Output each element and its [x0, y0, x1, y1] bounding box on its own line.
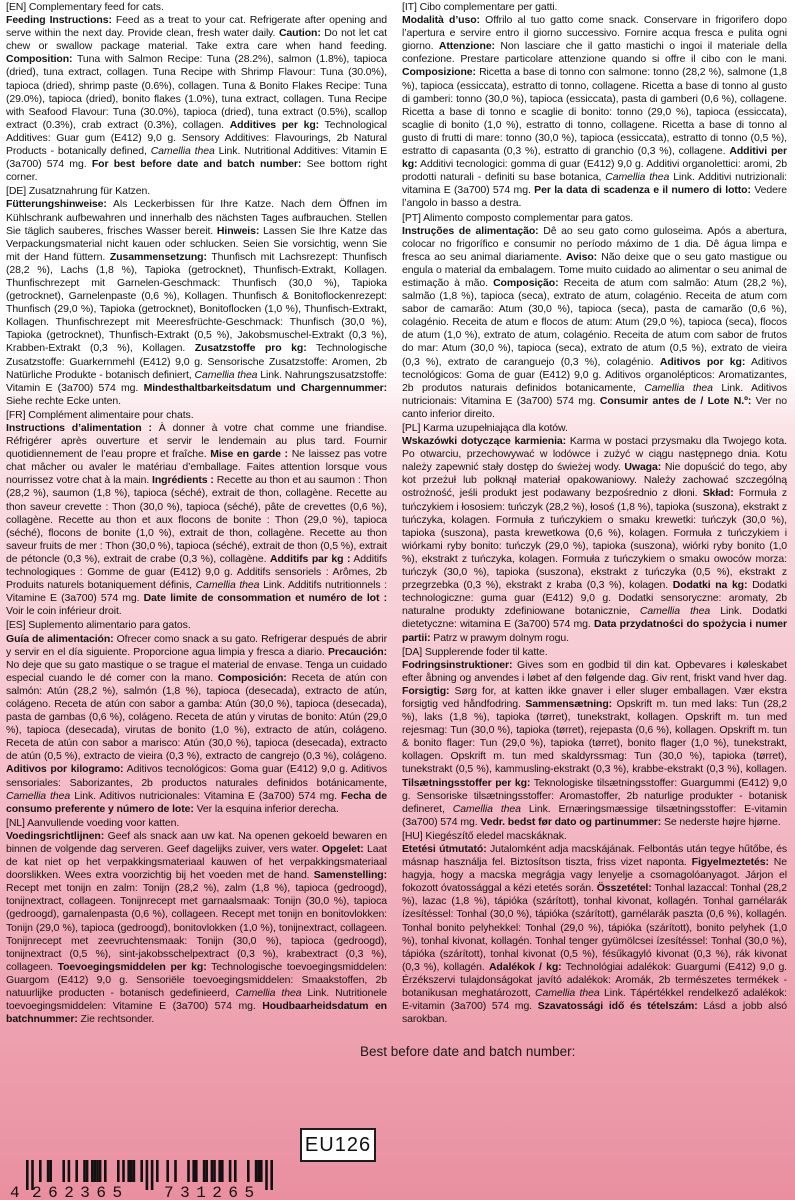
bold-heading: Hinweis:: [216, 224, 260, 237]
body-text: Dê ao seu gato como guloseima. Após a abertura, colocar no frigorífico e consumir no período máximo de 1 dia. Dê água limpa e fresca ao seu animal diariamente.: [402, 224, 787, 263]
section-en: [6, 1, 387, 184]
body-text: Additifs technologiques : Gomme de guar (E412) 9,0 g. Additifs sensoriels : Arômes, 2b Produits naturels botaniquement définis,: [6, 552, 387, 592]
barcode-bar: [174, 1160, 177, 1182]
italic-term: Camellia thea: [639, 605, 711, 618]
barcode-bar: [91, 1160, 94, 1182]
body-text: Link. Additivi nutrizionali: vitamina E (3a700) 574 mg.: [402, 171, 787, 197]
body-text: Feed as a treat to your cat. Refrigerate after opening and serve within the next day. Provide clean, fresh water daily.: [6, 14, 388, 40]
barcode-bar: [94, 1160, 97, 1182]
body-text: Thunfisch mit Lachsrezept: Thunfisch (28,2 %), Lachs (1,8 %), Tapioka (getrocknet), Thunfisch-Extrakt, Kollagen. Thunfischrezept mit Garnelen-Geschmack: Thunfisch (30,0 %), Tapioka (getrocknet), Garnelenpaste (0,6 %), Kollagen. Thunfisch & Bonitoflockenrezept: Thunfisch (29,0 %), Tapioka (getrocknet), Bonitoflocken (1,0 %), Thunfisch-Extrakt, Kollagen. Thunfischrezept mit Meeresfrüchte-Geschmack: Thunfisch (30,0 %), Tapioka (getrocknet), Thunfisch-Extrakt (0,5 %), Jakobsmuschel-Extrakt (0,3 %), Krabben-Extrakt (0,3 %), Kollagen.: [6, 250, 387, 355]
barcode-bar: [211, 1160, 214, 1182]
barcode-bar: [195, 1160, 198, 1182]
barcode-bar: [83, 1160, 86, 1182]
section-title: Zusatznahrung für Katzen.: [26, 185, 151, 198]
bold-heading: Additivi per kg:: [402, 145, 788, 171]
section-title: Suplemento alimentario para gatos.: [25, 619, 191, 632]
barcode-bar: [270, 1160, 273, 1190]
bold-heading: Mise en garde :: [210, 448, 288, 461]
section-pl: [402, 422, 787, 645]
body-text: Não deixe que o seu gato mastigue ou engula o material da embalagem. Tome muito cuidado ao alimentar o seu animal de estimação à mão.: [402, 250, 787, 289]
barcode-bar: [260, 1160, 263, 1182]
body-text: À donner à votre chat comme une friandise. Réfrigérer après ouverture et servir le lendemain au plus tard. Fournir quotidiennement de l’eau propre et fraîche.: [6, 422, 387, 461]
italic-term: Camellia thea: [194, 368, 258, 381]
language-code: [DA]: [402, 645, 423, 658]
body-text: Link. Additifs nutritionnels : Vitamine E (3a700) 574 mg.: [6, 579, 387, 605]
italic-term: Camellia thea: [535, 987, 600, 1000]
section-header: [402, 212, 787, 225]
barcode-bar: [151, 1160, 154, 1190]
bold-heading: Modalità d’uso:: [402, 14, 480, 27]
body-text: Technologische toevoegingsmiddelen: Guargom (E412) 9,0 g. Sensoriële toevoegingsmiddelen: Smaakstoffen, 2b natuurlijke producten - botanisch gedefinieerd,: [6, 960, 387, 1000]
italic-term: Camellia thea: [6, 789, 71, 802]
barcode-bar: [62, 1160, 65, 1182]
barcode-bar: [49, 1160, 52, 1182]
body-text: Recept met tonijn en zalm: Tonijn (28,2 %), zalm (1,8 %), tapioca (gedroogd), tonijnextract, collageen. Tonijnrecept met garnaalsmaak: Tonijn (30,0 %), tapioca (gedroogd), garnalenpasta (0,6 %), collageen. Recept met tonijn en bonitovlokken: Tonijn (29,0 %), tapioca (gedroogd), bonitovlokken (1,0 %), tonijnextract, collageen. Tonijnrecept met zeevruchtensmaak: Tonijn (30,0 %), tapioca (gedroogd), tonijnextract (0,5 %), sint-jakobsschelpextract (0,3 %), krabextract (0,3 %), collageen.: [6, 882, 387, 973]
barcode-bar: [205, 1160, 208, 1182]
body-text: Ver la esquina inferior derecha.: [193, 802, 339, 815]
bold-heading: Tilsætningsstoffer per kg:: [402, 776, 531, 789]
body-text: Aditivos tecnológicos: Goma guar (E412) 9,0 g. Aditivos sensoriales: Saborizantes, 2b productos naturales definidos botánicamente,: [6, 763, 387, 789]
body-text: Lassen Sie Ihre Katze das Verpackungsmaterial nicht kauen oder schlucken. Seien Sie vorsichtig, wenn Sie mit der Hand füttern.: [6, 224, 387, 263]
body-text: Link. Aditivos nutricionales: Vitamina E (3a700) 574 mg.: [70, 789, 342, 802]
bold-heading: Skład:: [702, 487, 734, 500]
barcode-bar: [47, 1160, 50, 1182]
section-header: [6, 185, 387, 198]
section-body: [402, 843, 787, 1026]
section-header: [402, 1, 787, 14]
section-da: [402, 646, 787, 829]
body-text: Link. Aditivos nutricionais: Vitamina E (3a700) 574 mg.: [402, 381, 787, 407]
italic-term: Camellia thea: [195, 579, 260, 592]
barcode-bar: [75, 1160, 78, 1182]
barcode-bar: [213, 1160, 216, 1182]
body-text: Voir le coin inférieur droit.: [6, 605, 122, 618]
section-body: [6, 422, 387, 618]
bold-heading: Összetétel:: [596, 882, 652, 895]
section-title: Supplerende foder til katte.: [422, 645, 548, 658]
body-text: Ofrecer como snack a su gato. Refrigerar después de abrir y servir en el día siguiente. Proporcione agua limpia y fresca a diario.: [6, 632, 387, 658]
barcode-left-digits: 262365: [32, 1184, 129, 1200]
language-code: [DE]: [6, 185, 27, 198]
barcode-bar: [229, 1160, 232, 1182]
section-es: [6, 619, 387, 815]
bold-heading: Zusammensetzung:: [109, 250, 207, 263]
barcode-bar: [117, 1160, 120, 1182]
bold-heading: Etetési útmutató:: [402, 843, 487, 855]
barcode-bar: [26, 1160, 29, 1190]
barcode-bar: [203, 1160, 206, 1182]
body-text: Link. Nutritional Additives: Vitamin E (3a700) 574 mg.: [6, 145, 387, 171]
bold-heading: Additifs par kg :: [270, 552, 351, 565]
section-header: [6, 409, 387, 422]
body-text: Link. Ernæringsmæssige tilsætningsstoffer: E-vitamin (3a700) 574 mg.: [402, 802, 787, 828]
body-text: Formuła z tuńczykiem i łososiem: tuńczyk (28,2 %), łosoś (1,8 %), tapioka (suszona), ekstrakt z tuńczyka, kolagen. Formuła z tuńczykiem o smaku krewetki: tuńczyk (30,0 %), tapioka (suszona), pasta krewetkowa (0,6 %), kolagen. Formuła z tuńczykiem i wiórkami ryby bonito: tuńczyk (29,0 %), tapioka (suszona), wiórki ryby bonito (1,0 %), ekstrakt z tuńczyka, kolagen. Formuła z tuńczykiem o smaku owoców morza: tuńczyk (30,0 %), tapioka (suszona), ekstrakt z tuńczyka (0,5 %), ekstrakt z przegrzebka (0,3 %), ekstrakt z kraba (0,3 %), kolagen.: [402, 487, 788, 592]
bold-heading: Attenzione:: [438, 40, 495, 53]
body-text: Offrilo al tuo gatto come snack. Conservare in frigorifero dopo l’apertura e servire entro il giorno successivo. Fornire acqua fresca e pulita ogni giorno.: [402, 14, 787, 53]
barcode-bar: [140, 1160, 143, 1182]
bold-heading: Guía de alimentación:: [6, 632, 114, 645]
body-text: Se nederste højre hjørne.: [661, 815, 781, 828]
barcode-bar: [255, 1160, 258, 1182]
barcode-bar: [146, 1160, 149, 1190]
section-nl: [6, 817, 387, 1027]
bold-heading: Date limite de consommation et numéro de lot :: [143, 592, 387, 605]
body-text: Ne hagyja, hogy a macska megrágja vagy lenyelje a csomagolóanyagot. Járjon el fokozott óvatossággal a kézi etetés során.: [402, 856, 787, 895]
section-body: [6, 198, 387, 408]
barcode: [0, 1160, 795, 1200]
body-text: Recette au thon et au saumon : Thon (28,2 %), saumon (1,8 %), tapioca (séché), extrait de thon, collagène. Recette au thon saveur crevette : Thon (30,0 %), tapioca (séché), pâte de crevettes (0,6 %), collagène. Recette au thon et aux flocons de bonite : Thon (29,0 %), tapioca (séché), flocons de bonite (1,0 %), extrait de thon, collagène. Recette au thon saveur fruits de mer : Thon (30,0 %), tapioca (séché), extrait de thon (0,5 %), extrait de pétoncle (0,3 %), extrait de crabe (0,3 %), collagène.: [6, 474, 387, 565]
section-header: [402, 646, 787, 659]
bold-heading: Wskazówki dotyczące karmienia:: [402, 435, 567, 448]
body-text: Receta de atún con salmón: Atún (28,2 %), salmón (1,8 %), tapioca (desecada), extracto de atún, colágeno. Receta de atún con sabor a gamba: Atún (30,0 %), tapioca (desecada), pasta de gambas (0,6 %), colágeno. Receta de atún y virutas de bonito: Atún (29,0 %), tapioca (desecada), virutas de bonito (1,0 %), extracto de atún, colágeno. Receta de atún con sabor a marisco: Atún (30,0 %), tapioca (desecada), extracto de atún (0,5 %), extracto de vieira (0,3 %), extracto de cangrejo (0,3 %), colágeno.: [6, 671, 387, 763]
body-text: Lásd a jobb alsó sarokban.: [402, 1000, 787, 1026]
body-text: Gives som en godbid til din kat. Opbevares i køleskabet efter åbning og anvendes i løbet af den følgende dag. Giv rent, friskt vand hver dag.: [402, 658, 787, 684]
bold-heading: Mindesthaltbarkeitsdatum und Chargennummer:: [143, 381, 387, 394]
bold-heading: Zusatzstoffe pro kg:: [194, 342, 307, 355]
barcode-bar: [133, 1160, 136, 1182]
bold-heading: Per la data di scadenza e il numero di lotto:: [534, 184, 751, 197]
section-title: Alimento composto complementar para gatos.: [420, 211, 634, 224]
section-body: [402, 659, 787, 829]
bold-heading: Instruções de alimentação:: [402, 224, 539, 237]
body-text: Tonhal lazaccal: Tonhal (28,2 %), lazac (1,8 %), tápióka (szárított), tonhal kivonat, kollagén. Tonhal garnélarák ízesítéssel: Tonhal (30,0 %), tápióka (szárított), garnélarák paszta (0,6 %), kollagén. Tonhal bonito pelyhekkel: Tonhal (29,0 %), tápióka (szárított), bonito pelyhek (1,0 %), tonhal kivonat, kollagén. Tonhal tenger gyümölcsei ízesítéssel: Tonhal (30,0 %), tápióka (szárított), tonhal kivonat (0,5 %), fésűkagyló kivonat (0,3 %), rák kivonat (0,3 %), kollagén.: [402, 882, 787, 973]
body-text: Link. Nahrungszusatzstoffe: Vitamin E (3a700) 574 mg.: [6, 368, 387, 394]
body-text: Dodatki technologiczne: guma guar (E412) 9,0 g. Dodatki sensoryczne: aromaty, 2b naturalne produkty zdefiniowane botanicznie,: [402, 579, 787, 618]
section-body: [6, 830, 387, 1026]
language-code: [ES]: [6, 619, 26, 632]
bold-heading: Opgelet:: [321, 843, 364, 855]
body-text: Non lasciare che il gatto mastichi o ingoi il materiale della confezione. Prestare particolare attenzione quando si offre il cibo con le mani.: [402, 40, 787, 66]
section-title: Karma uzupełniająca dla kotów.: [420, 422, 568, 434]
body-text: Zie rechtsonder.: [77, 1013, 155, 1026]
language-code: [PL]: [402, 422, 421, 434]
language-code: [EN]: [6, 1, 27, 13]
section-header: [6, 619, 387, 632]
bold-heading: Composición:: [217, 671, 287, 684]
language-code: [NL]: [6, 816, 25, 829]
section-title: Cibo complementare per gatti.: [416, 1, 558, 13]
barcode-bar: [122, 1160, 125, 1182]
section-body: [402, 225, 787, 421]
body-text: Nie dopuścić do tego, aby kot przeżuł lub połknął materiał opakowaniowy. Należy zachować szczególną ostrożność, jeśli produkt jest podawany bezpośrednio z dłoni.: [402, 461, 787, 500]
barcode-bar: [187, 1160, 190, 1182]
barcode-lead-digit: 4: [10, 1184, 20, 1200]
bold-heading: Adalékok / kg:: [488, 960, 562, 973]
section-hu: [402, 830, 787, 1026]
body-text: Als Leckerbissen für Ihre Katze. Nach dem Öffnen im Kühlschrank aufbewahren und innerhalb des nächsten Tages aufbrauchen. Stellen Sie täglich sauberes, frisches Wasser bereit.: [6, 198, 387, 237]
bold-heading: Feeding Instructions:: [6, 14, 112, 27]
section-body: [402, 435, 787, 645]
barcode-bar: [104, 1160, 107, 1182]
bold-heading: Data przydatności do spożycia i numer partii:: [402, 618, 787, 644]
bold-heading: For best before date and batch number:: [91, 158, 302, 171]
barcode-bar: [127, 1160, 130, 1182]
bold-heading: Fodringsinstruktioner:: [402, 658, 513, 671]
body-text: Siehe rechte Ecke unten.: [6, 394, 121, 407]
body-text: Sørg for, at katten ikke gnaver i eller sluger emballagen. Vær ekstra forsigtig ved håndfodring.: [402, 684, 787, 710]
bold-heading: Samenstelling:: [313, 869, 387, 882]
body-text: Receita de atum com salmão: Atum (28,2 %), salmão (1,8 %), tapioca (seca), extrato de atum, colagénio. Receita de atum com sabor de camarão: Atum (30,0 %), tapioca (seca), pasta de camarão (0,6 %), colagénio. Receita de atum e flocos de atum: Atum (29,0 %), tapioca (seca), flocos de atum (1,0 %), extrato de atum, colagénio. Receita de atum com sabor de frutos do mar: Atum (30,0 %), tapioca (seca), extrato de atum (0,5 %), extrato de vieira (0,3 %), extrato de caranguejo (0,3 %), colagénio.: [402, 276, 787, 368]
body-text: See bottom right corner.: [6, 158, 388, 184]
bold-heading: Figyelmeztetés:: [691, 856, 769, 869]
bold-heading: Precaución:: [327, 645, 387, 658]
bold-heading: Uwaga:: [624, 461, 662, 474]
bold-heading: Szavatossági idő és tételszám:: [537, 1000, 698, 1013]
body-text: Karma w postaci przysmaku dla Twojego kota. Po otwarciu, przechowywać w lodówce i zużyć w ciągu następnego dnia. Kotu należy zapewnić stały dostęp do świeżej wody.: [402, 435, 787, 474]
barcode-bar: [192, 1160, 195, 1182]
section-title: Complément alimentaire pour chats.: [25, 408, 194, 421]
italic-term: Camellia thea: [644, 381, 713, 394]
section-title: Complementary feed for cats.: [26, 1, 164, 13]
bold-heading: Caution:: [278, 27, 321, 40]
section-it: [402, 1, 787, 211]
bold-heading: Aviso:: [565, 250, 598, 263]
section-de: [6, 185, 387, 408]
bold-heading: Fecha de consumo preferente y número de lote:: [6, 789, 387, 815]
barcode-bar: [247, 1160, 250, 1182]
section-body: [402, 14, 787, 210]
section-header: [402, 830, 787, 843]
section-fr: [6, 409, 387, 619]
section-title: Kiegészítő eledel macskáknak.: [422, 829, 567, 842]
body-text: Link. Dodatki dietetyczne: witamina E (3a700) 574 mg.: [402, 605, 788, 631]
body-text: Technological Additives: Guar gum (E412) 9,0 g. Sensory Additives: Flavourings, 2b Natural Products - botanically defined,: [6, 118, 387, 158]
body-text: Link. Tápértékkel rendelkező adalékok: E-vitamin (3a700) 574 mg.: [402, 987, 787, 1013]
barcode-graphic: [4, 1160, 304, 1200]
body-text: Vedere l’angolo in basso a destra.: [402, 184, 787, 210]
body-text: Ver no canto inferior direito.: [402, 394, 787, 420]
barcode-bar: [221, 1160, 224, 1182]
section-title: Aanvullende voeding voor katten.: [24, 816, 180, 829]
body-text: Link. Nutritionele toevoegingsmiddelen: Vitamine E (3a700) 574 mg.: [6, 987, 387, 1013]
section-header: [402, 422, 787, 435]
barcode-bar: [166, 1160, 169, 1182]
language-code: [HU]: [402, 829, 423, 842]
italic-term: Camellia thea: [235, 987, 302, 1000]
barcode-bar: [265, 1160, 268, 1190]
bold-heading: Vedr. bedst før dato og partinummer:: [480, 815, 662, 828]
barcode-bar: [257, 1160, 260, 1182]
italic-term: Camellia thea: [452, 802, 521, 815]
body-text: Teknologiske tilsætningsstoffer: Guargummi (E412) 9,0 g. Sensoriske tilsætningsstoffer: Aromastoffer, 2b naturlige produkter - botanisk defineret,: [402, 776, 787, 815]
barcode-bar: [96, 1160, 99, 1182]
body-text: Opskrift m. tun med laks: Tun (28,2 %), laks (1,8 %), tapioka (tørret), tunekstrakt, kollagen. Opskrift m. tun med rejesmag: Tun (30,0 %), tapioka (tørret), rejepasta (0,6 %), kollagen. Opskrift m. tun & bonito flager: Tun (29,0 %), tapioka (tørret), bonito flager (1,0 %), tunekstrakt, kollagen. Opskrift m. tun med skaldyrssmag: Tun (30,0 %), tapioka (tørret), tunekstrakt (0,5 %), kammusling-ekstrakt (0,3 %), krabbe-ekstrakt (0,3 %), kollagen.: [402, 697, 787, 776]
bold-heading: Ingrédients :: [152, 474, 214, 487]
bold-heading: Voedingsrichtlijnen:: [6, 829, 105, 842]
body-text: Additivi tecnologici: gomma di guar (E412) 9,0 g. Additivi organolettici: aromi, 2b prodotti naturali - definiti su base botanica,: [402, 158, 787, 184]
bold-heading: Dodatki na kg:: [672, 579, 748, 592]
language-code: [FR]: [6, 408, 26, 421]
body-text: Ricetta a base di tonno con salmone: tonno (28,2 %), salmone (1,8 %), tapioca (essiccata), estratto di tonno, collagene. Ricetta a base di tonno al gusto di gamberi: tonno (30,0 %), tapioca (essiccata), pasta di gamberi (0,6 %), collagene. Ricetta a base di tonno e scaglie di bonito: tonno (29,0 %), tapioca (essiccata), scaglie di bonito (1,0 %), estratto di tonno, collagene. Ricetta a base di tonno al gusto di frutti di mare: tonno (30,0 %), tapioca (essiccata), estratto di tonno (0,5 %), estratto di capasanta (0,3 %), estratto di granchio (0,3 %), collagene.: [402, 66, 787, 158]
section-pt: [402, 212, 787, 422]
barcode-bar: [156, 1160, 159, 1182]
section-header: [6, 817, 387, 830]
bold-heading: Aditivos por kg:: [659, 355, 746, 368]
body-text: Laat de kat niet op het verpakkingsmateriaal kauwen of het verpakkingsmateriaal doorslikken. Wees extra voorzichtig bij het voeden met de hand.: [6, 843, 387, 882]
body-text: Geef als snack aan uw kat. Na openen gekoeld bewaren en binnen de volgende dag serveren. Geef dagelijks zuiver, vers water.: [6, 829, 387, 855]
barcode-bar: [68, 1160, 71, 1182]
language-code: [PT]: [402, 211, 421, 224]
body-text: Patrz w prawym dolnym rogu.: [430, 631, 569, 644]
bold-heading: Composizione:: [402, 66, 476, 79]
body-text: Technologische Zusatzstoffe: Guarkernmehl (E412) 9,0 g. Sensorische Zusatzstoffe: Aromen, 2b Natürliche Produkte - botanisch definiert,: [6, 342, 387, 381]
barcode-bar: [234, 1160, 237, 1182]
left-text-column: [6, 1, 387, 1027]
body-text: Tuna with Salmon Recipe: Tuna (28.2%), salmon (1.8%), tapioca (dried), tuna extract, collagen. Tuna Recipe with Shrimp Flavour: Tuna (30.0%), tapioca (dried), shrimp paste (0.6%), collagen. Tuna & Bonito Flakes Recipe: Tuna (29.0%), tapioca (dried), bonito flakes (1.0%), tuna extract, collagen. Tuna Recipe with Seafood Flavour: Tuna (30.0%), tapioca (dried), tuna extract (0.5%), scallop extract (0.3%), crab extract (0.3%), collagen.: [6, 53, 387, 131]
body-text: Technológiai adalékok: Guargumi (E412) 9,0 g. Érzékszervi tulajdonságokat javító adalékok: Aromák, 2b természetes termékek - botanikusan meghatározott,: [402, 960, 787, 1000]
bold-heading: Consumir antes de / Lote N.º:: [599, 394, 752, 407]
bold-heading: Composição:: [493, 276, 559, 289]
body-text: Aditivos tecnológicos: Goma de guar (E412) 9,0 g. Aditivos organolépticos: Aromatizantes, 2b produtos naturais definidos botanicamente,: [402, 355, 787, 394]
bold-heading: Aditivos por kilogramo:: [6, 763, 124, 776]
barcode-bar: [99, 1160, 102, 1182]
bold-heading: Composition:: [6, 53, 73, 66]
body-text: Jutalomként adja macskájának. Felbontás után tegye hűtőbe, és másnap használja fel. Biztosítson tiszta, friss vizet naponta.: [402, 843, 787, 869]
bold-heading: Instructions d’alimentation :: [6, 422, 152, 434]
barcode-bar: [39, 1160, 42, 1182]
body-text: Do not let cat chew or swallow package material. Take extra care when hand feeding.: [6, 27, 387, 53]
section-body: [6, 14, 387, 184]
bold-heading: Sammensætning:: [525, 697, 613, 710]
bold-heading: Toevoegingsmiddelen per kg:: [57, 960, 207, 973]
section-header: [6, 1, 387, 14]
best-before-label: Best before date and batch number:: [360, 1044, 576, 1059]
barcode-bar: [130, 1160, 133, 1182]
italic-term: Camellia thea: [150, 145, 215, 158]
right-text-column: [402, 1, 787, 1027]
bold-heading: Forsigtig:: [402, 684, 450, 697]
bold-heading: Houdbaarheidsdatum en batchnummer:: [6, 1000, 387, 1026]
italic-term: Camellia thea: [605, 171, 670, 184]
eu-code-box: EU126: [300, 1128, 376, 1162]
bold-heading: Additives per kg:: [229, 118, 320, 131]
section-body: [6, 633, 387, 816]
barcode-bar: [86, 1160, 89, 1182]
barcode-bar: [218, 1160, 221, 1182]
barcode-right-digits: 731265: [164, 1184, 261, 1200]
body-text: Ne laissez pas votre chat mâcher ou avaler le matériau d’emballage. Faites attention lorsque vous nourrissez votre chat à la main.: [6, 448, 387, 487]
language-code: [IT]: [402, 1, 417, 13]
bold-heading: Fütterungshinweise:: [6, 198, 107, 211]
body-text: No deje que su gato mastique o se trague el material de envase. Tenga un cuidado especial cuando le dé comer con la mano.: [6, 658, 387, 684]
